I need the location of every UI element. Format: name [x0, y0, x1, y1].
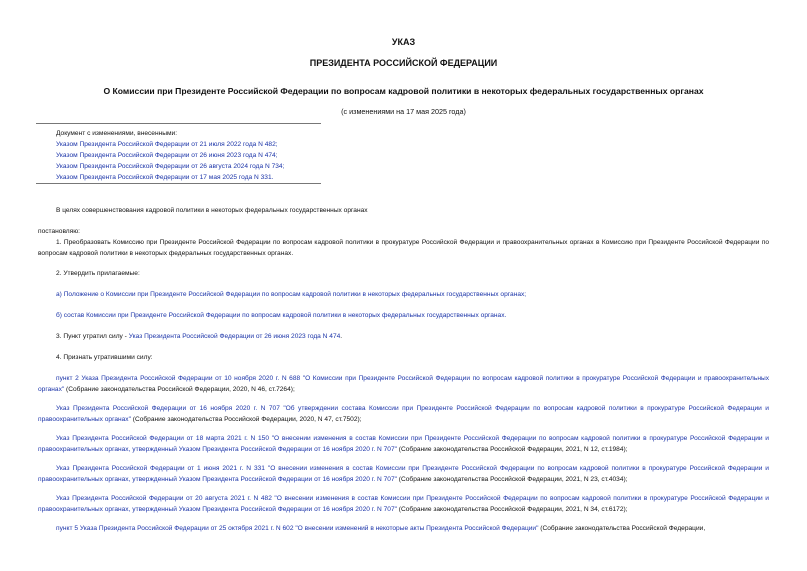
changes-label: Документ с изменениями, внесенными:	[56, 130, 178, 137]
repeal-link-4[interactable]: Указ Президента Российской Федерации от 1 июня 2021 г. N 331 "О внесении изменения в состав Комиссии при Президенте Российской Федерации по вопросам кадровой политики в прокуратуре Российской Федерации и правоохранительных органах, утвержденный Указом Президента Российской Федерации от 16 ноября 2020 г. N 707"	[38, 465, 769, 483]
repeal-link-2[interactable]: Указ Президента Российской Федерации от 16 ноября 2020 г. N 707 "Об утверждении состава Комиссии при Президенте Российской Федерации по вопросам кадровой политики в прокуратуре Российской Федерации и правоохранительных органах"	[38, 405, 769, 423]
repeal-link-5[interactable]: Указ Президента Российской Федерации от 20 августа 2021 г. N 482 "О внесении изменения в состав Комиссии при Президенте Российской Федерации по вопросам кадровой политики в прокуратуре Российской Федерации и правоохранительных органах, утвержденный Указом Президента Российской Федерации от 16 ноября 2020 г. N 707"	[38, 495, 769, 513]
change-link-2[interactable]: Указом Президента Российской Федерации от 26 июня 2023 года N 474;	[56, 152, 278, 159]
repeal-item-6	[38, 524, 769, 535]
repeal-link-1[interactable]: пункт 2 Указа Президента Российской Федерации от 10 ноября 2020 г. N 688 "О Комиссии при Президенте Российской Федерации по вопросам кадровой политики в прокуратуре Российской Федерации и правоохранительных органах"	[38, 375, 769, 393]
intro-paragraph: В целях совершенствования кадровой политики в некоторых федеральных государственных органах	[56, 207, 368, 214]
repeal-item-3	[38, 434, 769, 455]
changes-list	[56, 128, 284, 183]
paragraph-4: 4. Признать утратившими силу:	[56, 354, 153, 361]
paragraph-1: 1. Преобразовать Комиссию при Президенте Российской Федерации по вопросам кадровой политики в прокуратуре Российской Федерации и правоохранительных органах в Комиссию при Президенте Российской Федерации по вопросам кадровой политики в некоторых федеральных государственных органах.	[38, 239, 769, 257]
paragraph-2a-link[interactable]: а) Положение о Комиссии при Президенте Российской Федерации по вопросам кадровой политики в некоторых федеральных государственных органах;	[56, 291, 527, 298]
repeal-item-5	[38, 494, 769, 515]
repeal-link-3[interactable]: Указ Президента Российской Федерации от 18 марта 2021 г. N 150 "О внесении изменения в состав Комиссии при Президенте Российской Федерации по вопросам кадровой политики в прокуратуре Российской Федерации и правоохранительных органах, утвержденный Указом Президента Российской Федерации от 16 ноября 2020 г. N 707"	[38, 435, 769, 453]
paragraph-2: 2. Утвердить прилагаемые:	[56, 270, 140, 277]
repeal-source-4: (Собрание законодательства Российской Федерации, 2021, N 23, ст.4034);	[396, 475, 628, 483]
paragraph-2b-link[interactable]: б) состав Комиссии при Президенте Российской Федерации по вопросам кадровой политики в некоторых федеральных государственных органах.	[56, 312, 507, 319]
p3-text: 3. Пункт утратил силу -	[56, 333, 129, 340]
decree-word: постановляю:	[38, 228, 81, 235]
repeal-source-2: (Собрание законодательства Российской Федерации, 2020, N 47, ст.7502);	[130, 415, 362, 423]
repeal-item-1	[38, 374, 769, 395]
p3-link[interactable]: Указ Президента Российской Федерации от 26 июня 2023 года N 474	[128, 333, 341, 340]
repeal-source-5: (Собрание законодательства Российской Федерации, 2021, N 34, ст.6172);	[396, 505, 628, 513]
repeal-item-2	[38, 404, 769, 425]
doc-subtitle: ПРЕЗИДЕНТА РОССИЙСКОЙ ФЕДЕРАЦИИ	[309, 58, 498, 68]
repeal-link-6[interactable]: пункт 5 Указа Президента Российской Федерации от 25 октября 2021 г. N 602 "О внесении изменений в некоторые акты Президента Российской Федерации"	[56, 525, 539, 532]
doc-heading: О Комиссии при Президенте Российской Федерации по вопросам кадровой политики в некоторых федеральных государственных органах	[103, 86, 704, 96]
change-link-4[interactable]: Указом Президента Российской Федерации от 17 мая 2025 года N 331.	[56, 174, 274, 181]
change-link-1[interactable]: Указом Президента Российской Федерации от 21 июля 2022 года N 482;	[56, 141, 278, 148]
paragraph-3	[56, 332, 767, 343]
divider-bottom	[36, 183, 321, 184]
repeal-source-3: (Собрание законодательства Российской Федерации, 2021, N 12, ст.1984);	[396, 445, 628, 453]
repeal-source-6: (Собрание законодательства Российской Федерации,	[538, 525, 706, 532]
repeal-source-1: (Собрание законодательства Российской Федерации, 2020, N 46, ст.7264);	[64, 385, 295, 393]
divider-top	[36, 123, 321, 124]
change-link-3[interactable]: Указом Президента Российской Федерации от 26 августа 2024 года N 734;	[56, 163, 285, 170]
p3-end: .	[340, 333, 343, 340]
repeal-item-4	[38, 464, 769, 485]
amendment-note: (с изменениями на 17 мая 2025 года)	[341, 107, 466, 116]
doc-title: УКАЗ	[391, 37, 416, 47]
